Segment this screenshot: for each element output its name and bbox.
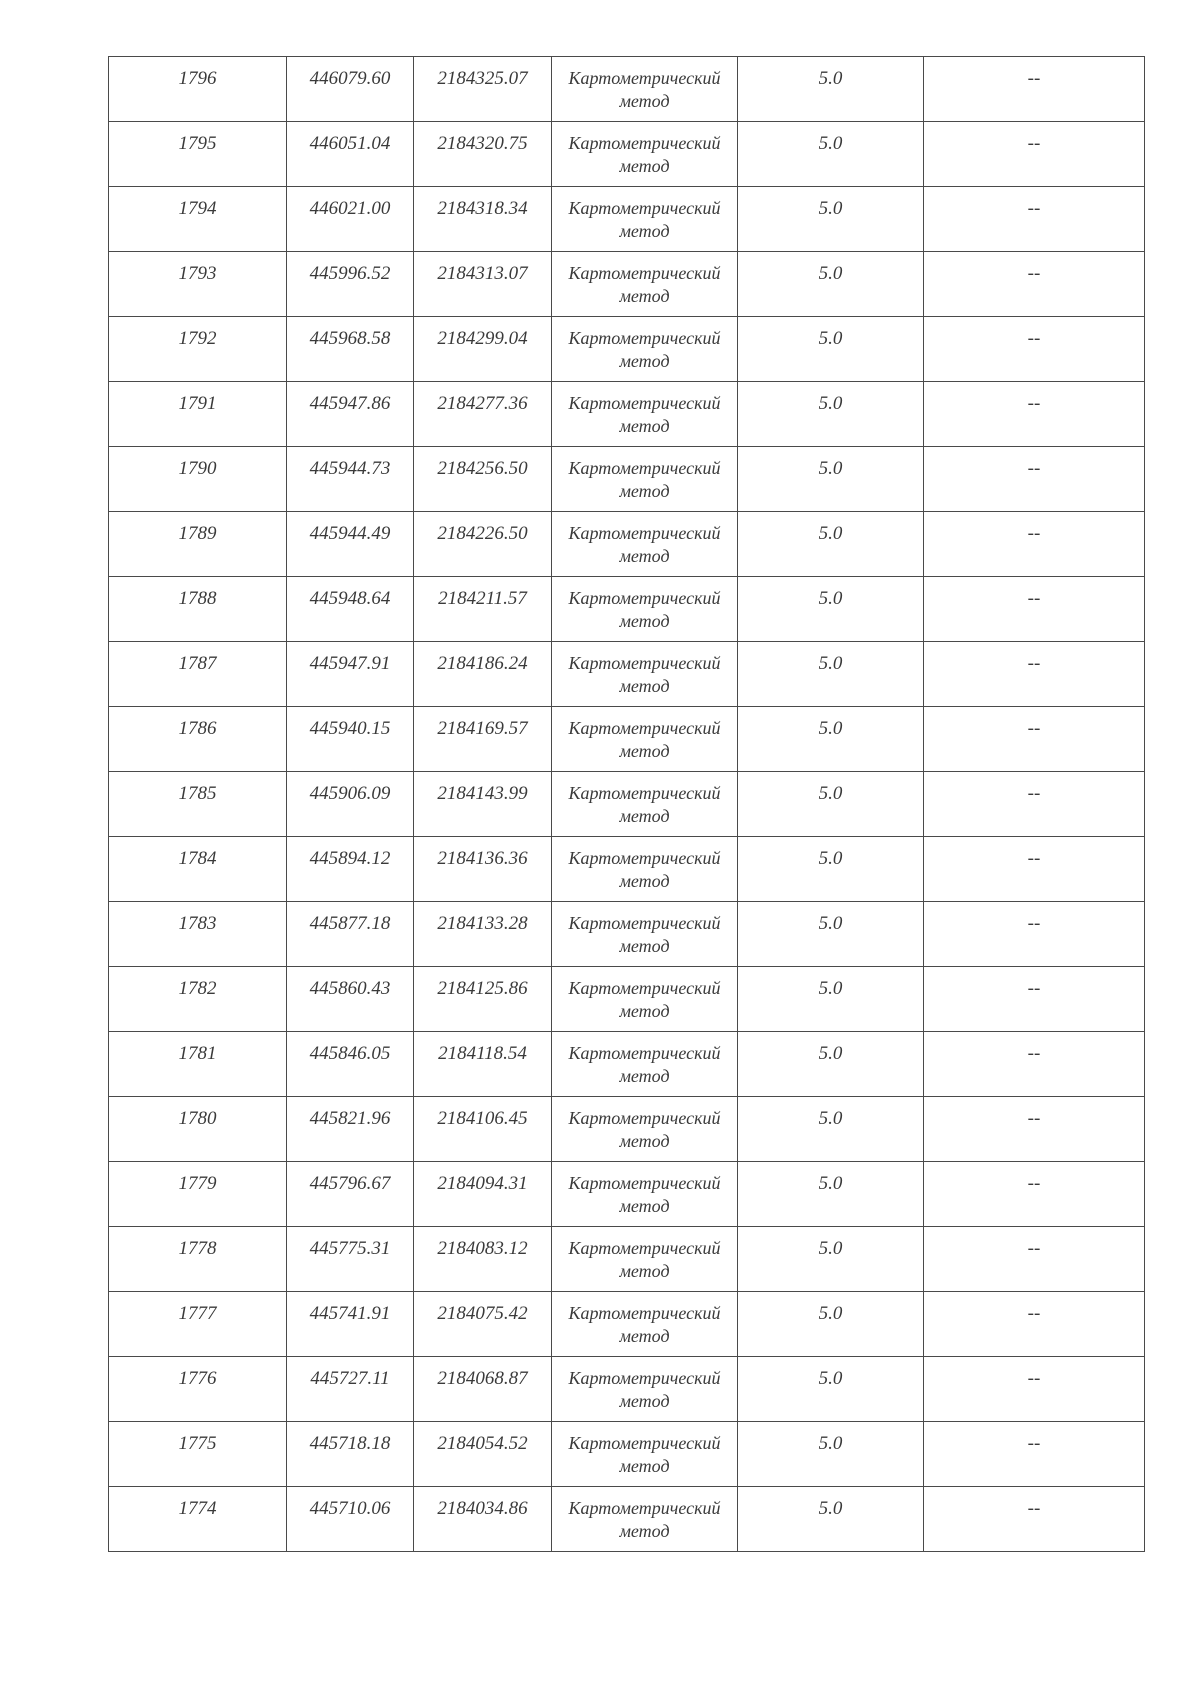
point-number-cell: 1789	[109, 512, 287, 577]
x-coordinate-cell: 445948.64	[287, 577, 414, 642]
y-coordinate-cell: 2184211.57	[414, 577, 552, 642]
note-cell: --	[924, 382, 1145, 447]
method-cell	[552, 1487, 738, 1552]
note-cell: --	[924, 122, 1145, 187]
y-coordinate-cell: 2184277.36	[414, 382, 552, 447]
table-row	[109, 577, 1145, 642]
x-coordinate-cell: 445718.18	[287, 1422, 414, 1487]
table-row	[109, 1422, 1145, 1487]
y-coordinate-cell: 2184318.34	[414, 187, 552, 252]
y-coordinate-cell: 2184256.50	[414, 447, 552, 512]
x-coordinate-cell: 445947.91	[287, 642, 414, 707]
method-cell	[552, 382, 738, 447]
method-cell	[552, 447, 738, 512]
x-coordinate-cell: 445846.05	[287, 1032, 414, 1097]
x-coordinate-cell: 445710.06	[287, 1487, 414, 1552]
accuracy-cell: 5.0	[738, 967, 924, 1032]
accuracy-cell: 5.0	[738, 1422, 924, 1487]
point-number-cell: 1775	[109, 1422, 287, 1487]
note-cell: --	[924, 512, 1145, 577]
point-number-cell: 1784	[109, 837, 287, 902]
method-cell	[552, 902, 738, 967]
point-number-cell: 1790	[109, 447, 287, 512]
point-number-cell: 1783	[109, 902, 287, 967]
point-number-cell: 1781	[109, 1032, 287, 1097]
point-number-cell: 1774	[109, 1487, 287, 1552]
method-cell	[552, 252, 738, 317]
accuracy-cell: 5.0	[738, 1032, 924, 1097]
accuracy-cell: 5.0	[738, 122, 924, 187]
method-cell	[552, 1097, 738, 1162]
y-coordinate-cell: 2184143.99	[414, 772, 552, 837]
y-coordinate-cell: 2184068.87	[414, 1357, 552, 1422]
accuracy-cell: 5.0	[738, 1227, 924, 1292]
x-coordinate-cell: 445944.49	[287, 512, 414, 577]
accuracy-cell: 5.0	[738, 187, 924, 252]
table-row	[109, 382, 1145, 447]
accuracy-cell: 5.0	[738, 252, 924, 317]
method-line-2: метод	[619, 611, 670, 631]
method-line-2: метод	[619, 1001, 670, 1021]
method-line-2: метод	[619, 286, 670, 306]
accuracy-cell: 5.0	[738, 642, 924, 707]
accuracy-cell: 5.0	[738, 577, 924, 642]
method-line-1: Картометрический	[568, 263, 721, 283]
method-line-2: метод	[619, 806, 670, 826]
x-coordinate-cell: 445796.67	[287, 1162, 414, 1227]
method-cell	[552, 122, 738, 187]
note-cell: --	[924, 1162, 1145, 1227]
accuracy-cell: 5.0	[738, 1097, 924, 1162]
table-row	[109, 642, 1145, 707]
point-number-cell: 1786	[109, 707, 287, 772]
table-row	[109, 317, 1145, 382]
y-coordinate-cell: 2184313.07	[414, 252, 552, 317]
method-cell	[552, 772, 738, 837]
y-coordinate-cell: 2184133.28	[414, 902, 552, 967]
method-cell	[552, 707, 738, 772]
note-cell: --	[924, 772, 1145, 837]
accuracy-cell: 5.0	[738, 57, 924, 122]
method-line-2: метод	[619, 1456, 670, 1476]
note-cell: --	[924, 187, 1145, 252]
y-coordinate-cell: 2184083.12	[414, 1227, 552, 1292]
table-row	[109, 1162, 1145, 1227]
method-cell	[552, 837, 738, 902]
method-cell	[552, 317, 738, 382]
method-line-2: метод	[619, 1196, 670, 1216]
point-number-cell: 1782	[109, 967, 287, 1032]
method-cell	[552, 57, 738, 122]
y-coordinate-cell: 2184054.52	[414, 1422, 552, 1487]
y-coordinate-cell: 2184320.75	[414, 122, 552, 187]
method-cell	[552, 512, 738, 577]
method-line-1: Картометрический	[568, 523, 721, 543]
method-line-2: метод	[619, 481, 670, 501]
method-line-2: метод	[619, 351, 670, 371]
table-row	[109, 1032, 1145, 1097]
method-line-1: Картометрический	[568, 1108, 721, 1128]
note-cell: --	[924, 642, 1145, 707]
method-line-2: метод	[619, 1326, 670, 1346]
accuracy-cell: 5.0	[738, 447, 924, 512]
coordinates-table-body	[109, 57, 1145, 1552]
point-number-cell: 1778	[109, 1227, 287, 1292]
method-line-1: Картометрический	[568, 1238, 721, 1258]
table-row	[109, 837, 1145, 902]
accuracy-cell: 5.0	[738, 902, 924, 967]
method-cell	[552, 1227, 738, 1292]
point-number-cell: 1796	[109, 57, 287, 122]
method-line-2: метод	[619, 871, 670, 891]
table-row	[109, 57, 1145, 122]
method-cell	[552, 1162, 738, 1227]
point-number-cell: 1793	[109, 252, 287, 317]
method-cell	[552, 187, 738, 252]
point-number-cell: 1792	[109, 317, 287, 382]
method-line-1: Картометрический	[568, 978, 721, 998]
x-coordinate-cell: 445906.09	[287, 772, 414, 837]
note-cell: --	[924, 967, 1145, 1032]
y-coordinate-cell: 2184169.57	[414, 707, 552, 772]
point-number-cell: 1787	[109, 642, 287, 707]
x-coordinate-cell: 445940.15	[287, 707, 414, 772]
accuracy-cell: 5.0	[738, 1487, 924, 1552]
method-cell	[552, 967, 738, 1032]
table-row	[109, 252, 1145, 317]
y-coordinate-cell: 2184094.31	[414, 1162, 552, 1227]
x-coordinate-cell: 446051.04	[287, 122, 414, 187]
method-cell	[552, 642, 738, 707]
note-cell: --	[924, 252, 1145, 317]
method-line-1: Картометрический	[568, 653, 721, 673]
method-line-1: Картометрический	[568, 1433, 721, 1453]
x-coordinate-cell: 445877.18	[287, 902, 414, 967]
table-row	[109, 1227, 1145, 1292]
note-cell: --	[924, 1422, 1145, 1487]
x-coordinate-cell: 445821.96	[287, 1097, 414, 1162]
method-line-1: Картометрический	[568, 328, 721, 348]
method-line-1: Картометрический	[568, 198, 721, 218]
y-coordinate-cell: 2184299.04	[414, 317, 552, 382]
table-row	[109, 187, 1145, 252]
x-coordinate-cell: 445741.91	[287, 1292, 414, 1357]
method-line-2: метод	[619, 676, 670, 696]
method-line-2: метод	[619, 741, 670, 761]
accuracy-cell: 5.0	[738, 1162, 924, 1227]
table-row	[109, 707, 1145, 772]
y-coordinate-cell: 2184186.24	[414, 642, 552, 707]
table-row	[109, 1487, 1145, 1552]
table-row	[109, 447, 1145, 512]
method-line-1: Картометрический	[568, 913, 721, 933]
y-coordinate-cell: 2184118.54	[414, 1032, 552, 1097]
method-line-2: метод	[619, 416, 670, 436]
method-line-2: метод	[619, 1261, 670, 1281]
note-cell: --	[924, 1097, 1145, 1162]
note-cell: --	[924, 317, 1145, 382]
table-row	[109, 967, 1145, 1032]
table-row	[109, 1357, 1145, 1422]
note-cell: --	[924, 837, 1145, 902]
method-line-1: Картометрический	[568, 588, 721, 608]
method-line-1: Картометрический	[568, 133, 721, 153]
accuracy-cell: 5.0	[738, 382, 924, 447]
method-cell	[552, 1032, 738, 1097]
note-cell: --	[924, 707, 1145, 772]
method-cell	[552, 1292, 738, 1357]
note-cell: --	[924, 1032, 1145, 1097]
y-coordinate-cell: 2184125.86	[414, 967, 552, 1032]
method-line-1: Картометрический	[568, 393, 721, 413]
method-line-1: Картометрический	[568, 783, 721, 803]
point-number-cell: 1785	[109, 772, 287, 837]
y-coordinate-cell: 2184325.07	[414, 57, 552, 122]
note-cell: --	[924, 902, 1145, 967]
x-coordinate-cell: 445947.86	[287, 382, 414, 447]
method-line-2: метод	[619, 156, 670, 176]
point-number-cell: 1779	[109, 1162, 287, 1227]
method-line-2: метод	[619, 221, 670, 241]
accuracy-cell: 5.0	[738, 837, 924, 902]
point-number-cell: 1795	[109, 122, 287, 187]
y-coordinate-cell: 2184226.50	[414, 512, 552, 577]
table-row	[109, 512, 1145, 577]
x-coordinate-cell: 445860.43	[287, 967, 414, 1032]
note-cell: --	[924, 1292, 1145, 1357]
accuracy-cell: 5.0	[738, 1292, 924, 1357]
method-line-2: метод	[619, 1521, 670, 1541]
note-cell: --	[924, 1487, 1145, 1552]
method-line-2: метод	[619, 91, 670, 111]
x-coordinate-cell: 446079.60	[287, 57, 414, 122]
accuracy-cell: 5.0	[738, 1357, 924, 1422]
method-line-1: Картометрический	[568, 1043, 721, 1063]
method-line-1: Картометрический	[568, 1498, 721, 1518]
method-line-2: метод	[619, 1391, 670, 1411]
point-number-cell: 1777	[109, 1292, 287, 1357]
x-coordinate-cell: 445727.11	[287, 1357, 414, 1422]
method-line-1: Картометрический	[568, 1303, 721, 1323]
coordinates-table	[108, 56, 1145, 1552]
method-cell	[552, 577, 738, 642]
table-row	[109, 1292, 1145, 1357]
method-cell	[552, 1357, 738, 1422]
x-coordinate-cell: 445944.73	[287, 447, 414, 512]
point-number-cell: 1791	[109, 382, 287, 447]
point-number-cell: 1788	[109, 577, 287, 642]
y-coordinate-cell: 2184106.45	[414, 1097, 552, 1162]
accuracy-cell: 5.0	[738, 772, 924, 837]
method-line-1: Картометрический	[568, 718, 721, 738]
note-cell: --	[924, 57, 1145, 122]
method-line-1: Картометрический	[568, 1173, 721, 1193]
x-coordinate-cell: 445968.58	[287, 317, 414, 382]
table-row	[109, 902, 1145, 967]
y-coordinate-cell: 2184034.86	[414, 1487, 552, 1552]
note-cell: --	[924, 1227, 1145, 1292]
method-line-1: Картометрический	[568, 458, 721, 478]
method-line-1: Картометрический	[568, 848, 721, 868]
note-cell: --	[924, 447, 1145, 512]
method-line-1: Картометрический	[568, 1368, 721, 1388]
method-line-2: метод	[619, 1131, 670, 1151]
x-coordinate-cell: 446021.00	[287, 187, 414, 252]
y-coordinate-cell: 2184075.42	[414, 1292, 552, 1357]
method-cell	[552, 1422, 738, 1487]
accuracy-cell: 5.0	[738, 317, 924, 382]
point-number-cell: 1776	[109, 1357, 287, 1422]
point-number-cell: 1780	[109, 1097, 287, 1162]
x-coordinate-cell: 445775.31	[287, 1227, 414, 1292]
point-number-cell: 1794	[109, 187, 287, 252]
method-line-2: метод	[619, 1066, 670, 1086]
table-row	[109, 122, 1145, 187]
method-line-1: Картометрический	[568, 68, 721, 88]
x-coordinate-cell: 445996.52	[287, 252, 414, 317]
note-cell: --	[924, 577, 1145, 642]
table-row	[109, 1097, 1145, 1162]
note-cell: --	[924, 1357, 1145, 1422]
method-line-2: метод	[619, 546, 670, 566]
method-line-2: метод	[619, 936, 670, 956]
x-coordinate-cell: 445894.12	[287, 837, 414, 902]
table-row	[109, 772, 1145, 837]
accuracy-cell: 5.0	[738, 512, 924, 577]
accuracy-cell: 5.0	[738, 707, 924, 772]
y-coordinate-cell: 2184136.36	[414, 837, 552, 902]
